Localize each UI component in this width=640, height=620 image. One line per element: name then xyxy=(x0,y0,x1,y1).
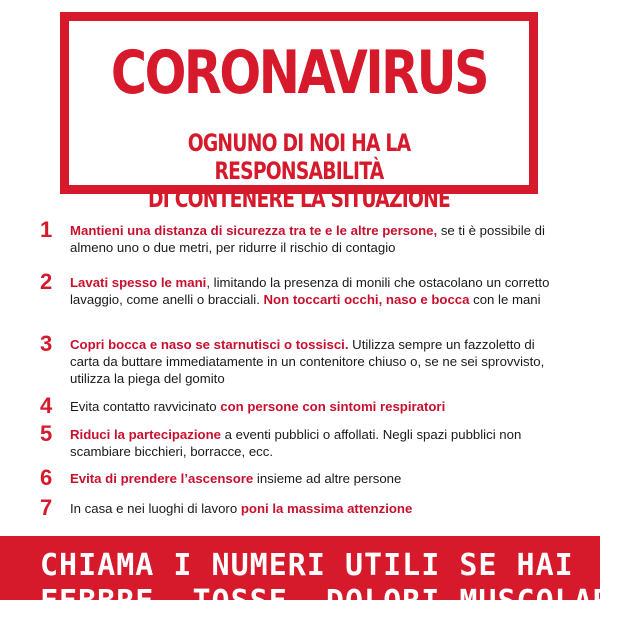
footer-banner xyxy=(0,536,631,619)
subtitle-line-1: OGNUNO DI NOI HA LA RESPONSABILITÀ xyxy=(187,129,411,185)
footer-line-1: CHIAMA I NUMERI UTILI SE HAI xyxy=(40,548,574,583)
rule-5 xyxy=(40,421,560,470)
rule-2 xyxy=(40,269,560,336)
rule-text-highlight: Mantieni una distanza di sicurezza tra te e le altre persone, xyxy=(70,223,438,238)
rule-7 xyxy=(40,495,560,520)
rule-text: Utilizza sempre un fazzoletto di carta da buttare immediatamente in un contenitore chiuso o, se ne sei sprovvisto, utilizza la piega del gomito xyxy=(70,337,545,386)
rule-text: In casa e nei luoghi di lavoro xyxy=(70,501,241,516)
header-box xyxy=(60,12,538,213)
rule-text-highlight: con persone con sintomi respiratori xyxy=(220,399,446,414)
rule-text: Evita contatto ravvicinato xyxy=(70,399,221,414)
rule-text: con le mani xyxy=(469,292,541,307)
rule-number: 6 xyxy=(40,465,53,490)
rule-text-highlight: poni la massima attenzione xyxy=(240,501,413,516)
rule-number: 4 xyxy=(40,393,53,418)
rule-number: 7 xyxy=(40,495,53,520)
rule-text: , limitando la presenza di monili che ostacolano un corretto lavaggio, come anelli o bracciali. xyxy=(70,275,550,307)
rule-3 xyxy=(40,331,560,398)
rule-text-highlight: Evita di prendere l’ascensore xyxy=(70,471,254,486)
rule-text-highlight: Non toccarti occhi, naso e bocca xyxy=(263,292,470,307)
footer-text xyxy=(40,548,640,620)
rule-text: a eventi pubblici o affollati. Negli spazi pubblici non scambiare bicchieri, borracce, ecc. xyxy=(70,427,522,459)
rule-6 xyxy=(40,465,560,500)
rule-4 xyxy=(40,393,560,426)
subtitle-line-2: DI CONTENERE LA SITUAZIONE xyxy=(148,185,450,213)
rule-text-highlight: Lavati spesso le mani xyxy=(70,275,207,290)
page-subtitle xyxy=(120,129,479,213)
rule-text: se ti è possibile di almeno uno o due metri, per ridurre il rischio di contagio xyxy=(70,223,545,255)
rule-number: 3 xyxy=(40,331,53,356)
footer-line-2: FEBBRE, TOSSE, DOLORI MUSCOLARI xyxy=(40,584,631,619)
page-title: CORONAVIRUS xyxy=(110,38,488,108)
rule-text-highlight: Riduci la partecipazione xyxy=(70,427,221,442)
rules-list xyxy=(40,217,560,520)
rule-number: 5 xyxy=(40,421,53,446)
rule-text: insieme ad altre persone xyxy=(253,471,402,486)
rule-1 xyxy=(40,217,560,274)
rule-number: 1 xyxy=(40,217,53,242)
rule-text-highlight: Copri bocca e naso se starnutisci o tossisci. xyxy=(70,337,349,352)
rule-number: 2 xyxy=(40,269,53,294)
